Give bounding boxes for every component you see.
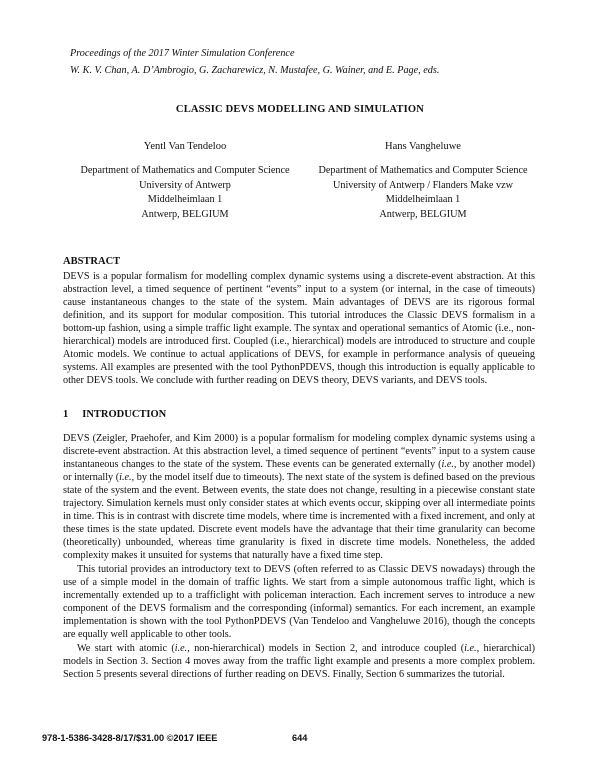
affiliation-line: Antwerp, BELGIUM xyxy=(141,208,229,220)
section-1-heading xyxy=(63,409,166,420)
author-name-1: Yentl Van Tendeloo xyxy=(143,141,227,152)
affiliation-line: University of Antwerp xyxy=(139,179,231,191)
proceedings-editors: W. K. V. Chan, A. D’Ambrogio, G. Zacharewicz, N. Mustafee, G. Wainer, and E. Page, eds. xyxy=(70,65,440,76)
intro-paragraph-3: We start with atomic (i.e., non-hierarchical) models in Section 2, and introduce coupled (i.e., hierarchical) models in Section 3. Section 4 moves away from the traffic light example and presents a more complex problem. Section 5 presents several directions of further reading on DEVS. Finally, Section 6 summarizes the tutorial. xyxy=(63,643,535,681)
paper-title: CLASSIC DEVS MODELLING AND SIMULATION xyxy=(175,104,425,115)
abstract-heading: ABSTRACT xyxy=(63,256,121,267)
section-number: 1 xyxy=(63,409,69,420)
affiliation-line: Department of Mathematics and Computer Science xyxy=(318,165,528,176)
author-affiliation-2 xyxy=(298,164,548,222)
affiliation-line: University of Antwerp / Flanders Make vzw xyxy=(333,179,513,191)
intro-paragraph-2: This tutorial provides an introductory text to DEVS (often referred to as Classic DEVS nowadays) through the use of a simple model in the domain of traffic lights. We start from a simple autonomous traffic light, which is incrementally extended up to a trafficlight with policeman interaction. Each increment serves to introduce a new component of the DEVS formalism and the corresponding (informal) semantics. For each increment, an example implementation is shown with the tool PythonPDEVS (Van Tendeloo and Vangheluwe 2016), though the concepts are equally well applicable to other tools. xyxy=(63,564,535,641)
footer-copyright: 978-1-5386-3428-8/17/$31.00 ©2017 IEEE xyxy=(42,733,218,743)
affiliation-line: Department of Mathematics and Computer Science xyxy=(80,165,290,176)
affiliation-line: Middelheimlaan 1 xyxy=(385,194,461,206)
proceedings-title: Proceedings of the 2017 Winter Simulation Conference xyxy=(70,48,295,59)
affiliation-line: Middelheimlaan 1 xyxy=(147,194,223,206)
page-number: 644 xyxy=(292,733,308,743)
proceedings-header xyxy=(70,45,540,79)
author-affiliation-1 xyxy=(60,164,310,222)
intro-paragraph-1: DEVS (Zeigler, Praehofer, and Kim 2000) is a popular formalism for modeling complex dynamic systems using a discrete-event abstraction. At this abstraction level, a timed sequence of pertinent “events” input to a system cause instantaneous changes to the state of the system. These events can be generated externally (i.e., by another model) or internally (i.e., by the model itself due to timeouts). The next state of the system is defined based on the previous state of the system and the event. Between events, the state does not change, resulting in a piecewise constant state trajectory. Simulation kernels must only consider states at which events occur, skipping over all intermediate points in time. This is in contrast with discrete time models, where time is incremented with a fixed increment, and only at these times is the state updated. Discrete event models have the advantage that their time granularity can become (theoretically) unbounded, whereas time granularity is fixed in discrete time models. Nonetheless, the added complexity makes it unsuited for systems that naturally have a fixed time step. xyxy=(63,433,536,562)
author-name-2: Hans Vangheluwe xyxy=(385,141,461,152)
abstract-text: DEVS is a popular formalism for modelling complex dynamic systems using a discrete-event abstraction. At this abstraction level, a timed sequence of pertinent “events” input to a system (or internal, in the case of timeouts) cause instantaneous changes to the state of the system. Main advantages of DEVS are its rigorous formal definition, and its support for modular composition. This tutorial introduces the Classic DEVS formalism in a bottom-up fashion, using a simple traffic light example. The syntax and operational semantics of Atomic (i.e., non-hierarchical) models are introduced first. Coupled (i.e., hierarchical) models are introduced to structure and couple Atomic models. We continue to actual applications of DEVS, for example in performance analysis of queueing systems. All examples are presented with the tool PythonPDEVS, though this introduction is equally applicable to other DEVS tools. We conclude with further reading on DEVS theory, DEVS variants, and DEVS tools. xyxy=(63,271,535,387)
affiliation-line: Antwerp, BELGIUM xyxy=(379,208,467,220)
section-title: INTRODUCTION xyxy=(82,409,167,420)
